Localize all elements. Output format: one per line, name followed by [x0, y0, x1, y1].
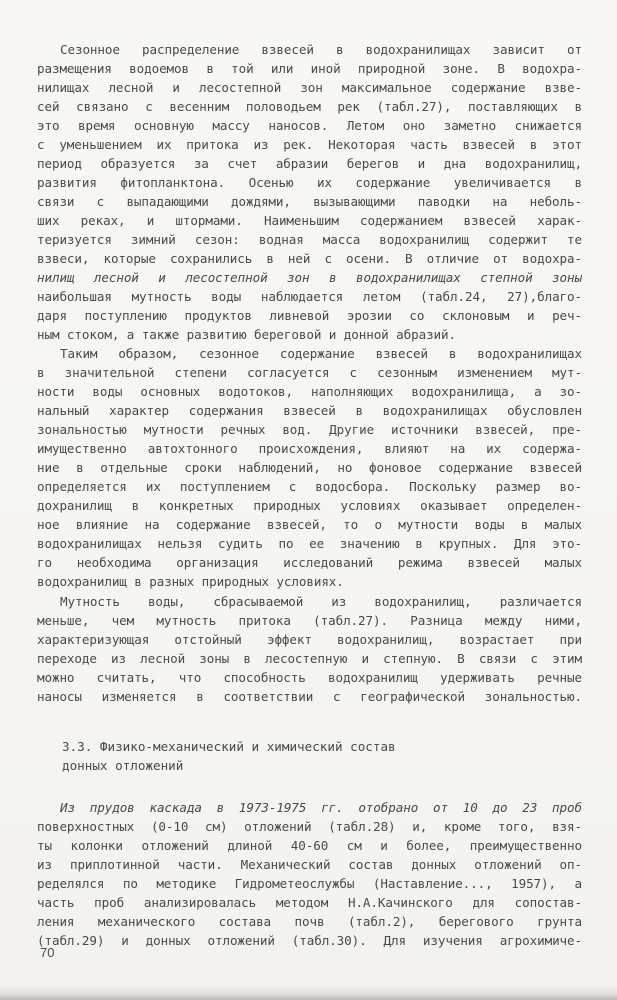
- text-line: ное влияние на содержание взвесей, то о мутности воды в малых: [37, 517, 582, 532]
- page-edge-shadow: [0, 985, 617, 1000]
- text-line: Сезонное распределение взвесей в водохранилищах зависит от: [60, 42, 582, 57]
- text-line: ным стоком, а также развитию береговой и донной абразий.: [37, 327, 456, 342]
- text-line-italic: Из прудов каскада в 1973-1975 гг. отобрано от 10 до 23 проб: [60, 800, 582, 815]
- text-line: взвеси, которые сохранились в ней с осени. В отличие от водохра-: [37, 251, 582, 266]
- text-line: теризуется зимний сезон: водная масса водохранилищ содержит те: [37, 232, 582, 247]
- text-line: ты колонки отложений длиной 40-60 см и более, преимущественно: [37, 838, 582, 853]
- text-line: Мутность воды, сбрасываемой из водохранилищ, различается: [60, 594, 582, 609]
- text-line: зональностью мутности речных вод. Другие источники взвесей, пре-: [37, 422, 582, 437]
- text-line: характеризующая отстойный эффект водохранилищ, возрастает при: [37, 632, 582, 647]
- text-line: размещения водоемов в той или иной природной зоне. В водохра-: [37, 61, 582, 76]
- text-line: Таким образом, сезонное содержание взвесей в водохранилищах: [60, 346, 582, 361]
- text-line: имущественно автохтонного происхождения, влияют на их содержа-: [37, 441, 582, 456]
- text-line: это время основную массу наносов. Летом оно заметно снижается: [37, 118, 582, 133]
- text-line: из приплотинной части. Механический состав донных отложений оп-: [37, 857, 582, 872]
- text-line: ления механического состава почв (табл.2), берегового грунта: [37, 914, 582, 929]
- text-line: ших реках, и штормами. Наименьшим содержанием взвесей харак-: [37, 213, 582, 228]
- text-line: ределялся по методике Гидрометеослужбы (Наставление..., 1957), а: [37, 876, 582, 891]
- text-line: поверхностных (0-10 см) отложений (табл.28) и, кроме того, взя-: [37, 819, 582, 834]
- text-line: ности воды основных водотоков, наполняющих водохранилища, а зо-: [37, 384, 582, 399]
- text-line: нилищах лесной и лесостепной зон максимальное содержание взве-: [37, 80, 582, 95]
- text-line: период образуется за счет абразии берегов и дна водохранилищ,: [37, 156, 582, 171]
- section-title-line-1: 3.3. Физико-механический и химический состав: [62, 739, 396, 754]
- text-line: (табл.29) и донных отложений (табл.30). Для изучения агрохимиче-: [37, 933, 582, 948]
- page-number: 70: [40, 945, 55, 960]
- text-line-italic: нилищ лесной и лесостепной зон в водохранилищах степной зоны: [37, 270, 582, 285]
- text-line: го необходима организация исследований режима взвесей малых: [37, 555, 582, 570]
- text-line: в значительной степени согласуется с сезонным изменением мут-: [37, 365, 582, 380]
- text-line: даря поступлению продуктов ливневой эрозии со склоновым и реч-: [37, 308, 582, 323]
- text-line: дохранилищ в конкретных природных условиях оказывает определен-: [37, 498, 582, 513]
- text-line: водохранилищах нельзя судить по ее значению в крупных. Для это-: [37, 536, 582, 551]
- text-line: нальный характер содержания взвесей в водохранилищах обусловлен: [37, 403, 582, 418]
- text-line: наибольшая мутность воды наблюдается летом (табл.24, 27),благо-: [37, 289, 582, 304]
- text-line: переходе из лесной зоны в лесостепную и степную. В связи с этим: [37, 651, 582, 666]
- text-line: с уменьшением их притока из рек. Некоторая часть взвесей в этот: [37, 137, 582, 152]
- text-line: ние в отдельные сроки наблюдений, но фоновое содержание взвесей: [37, 460, 582, 475]
- section-title-line-2: донных отложений: [62, 758, 184, 773]
- text-line: наносы изменяется в соответствии с географической зональностью.: [37, 689, 582, 704]
- text-line: связи с выпадающими дождями, вызывающими паводки на неболь-: [37, 194, 582, 209]
- text-line: водохранилищ в разных природных условиях.: [37, 574, 344, 589]
- text-line: меньше, чем мутность притока (табл.27). Разница между ними,: [37, 613, 582, 628]
- text-line: можно считать, что способность водохранилищ удерживать речные: [37, 670, 582, 685]
- text-line: развития фитопланктона. Осенью их содержание увеличивается в: [37, 175, 582, 190]
- text-line: сей связано с весенним половодьем рек (табл.27), поставляющих в: [37, 99, 582, 114]
- text-line: определяется их поступлением с водосбора. Поскольку размер во-: [37, 479, 582, 494]
- text-line: часть проб анализировалась методом Н.А.Качинского для сопостав-: [37, 895, 582, 910]
